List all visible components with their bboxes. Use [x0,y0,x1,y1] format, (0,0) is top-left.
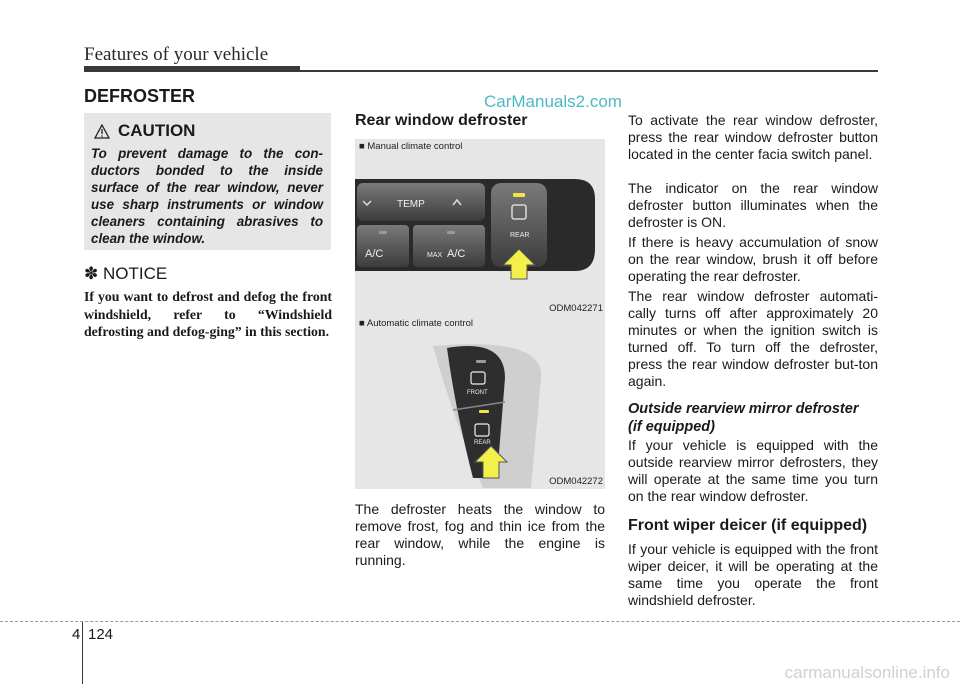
temp-label: TEMP [397,199,425,210]
notice-symbol-icon: ✽ [84,264,99,284]
col3-p6: If your vehicle is equipped with the front wiper deicer, it will be operating at the same time you operate the front windshield defroster. [628,541,878,608]
chapter-number: 4 [72,626,81,643]
max-label: MAX [427,252,443,259]
caution-header [94,121,195,141]
warning-triangle-icon [94,124,110,139]
wiper-deicer-heading: Front wiper deicer (if equipped) [628,517,868,534]
figure-manual-climate [355,139,605,316]
front-label: FRONT [467,390,488,396]
col3-p1: To activate the rear window defroster, press the rear window defroster button located in the center facia switch panel. [628,112,878,162]
footer-rule [0,621,960,622]
figure-automatic-caption: ■ Automatic climate control [359,318,473,329]
caution-title: CAUTION [118,121,196,140]
rear-defroster-heading: Rear window defroster [355,112,528,129]
mirror-heading-line1: Outside rearview mirror defroster [628,401,859,417]
page-number: 124 [88,626,114,643]
watermark-top: CarManuals2.com [484,92,622,111]
col3-p5: If your vehicle is equipped with the outside rearview mirror defrosters, they will operate at the same time you turn on the rear window defroster. [628,437,878,504]
col3-p3: If there is heavy accumulation of snow on the rear window, brush it off before operating the rear defroster. [628,234,878,284]
caution-box [84,113,331,250]
mirror-heading-line2: (if equipped) [628,419,715,435]
figure-manual-code: ODM042271 [549,303,603,314]
figure-manual-caption: ■ Manual climate control [359,141,463,152]
ac-label-2: A/C [447,248,466,260]
rear-label: REAR [510,232,530,239]
notice-text: If you want to defrost and defog the front windshield, refer to “Windshield defrosting and defog-ging” in this section. [84,289,332,339]
col3-p4: The rear window defroster automati-cally turns off after approximately 20 minutes or when the ignition switch is turned off. To turn off the defroster, press the rear window defroster but-ton again. [628,288,878,389]
section-title: DEFROSTER [84,86,196,106]
figure-automatic-code: ODM042272 [549,476,603,487]
notice-heading [84,264,167,284]
ac-label-1: A/C [365,248,384,260]
rear-label-auto: REAR [474,440,491,446]
mirror-defroster-heading [628,400,878,436]
header-rule-thin [300,70,878,72]
header-rule-thick [84,66,300,72]
caution-text: To prevent damage to the con-ductors bonded to the inside surface of the rear window, never use sharp instruments or window cleaners containing abrasives to clean the window. [91,146,323,246]
page-header-title: Features of your vehicle [84,44,269,65]
watermark-bottom: carmanualsonline.info [784,663,950,682]
footer-divider [82,622,83,684]
figure-automatic-climate [355,316,605,489]
manual-climate-panel-illustration [355,179,605,309]
col3-p2: The indicator on the rear window defroster button illuminates when the defroster is ON. [628,180,878,230]
automatic-climate-panel-illustration [355,338,605,488]
rear-defroster-paragraph: The defroster heats the window to remove frost, fog and thin ice from the rear window, while the engine is running. [355,501,605,568]
notice-title: NOTICE [102,264,168,283]
